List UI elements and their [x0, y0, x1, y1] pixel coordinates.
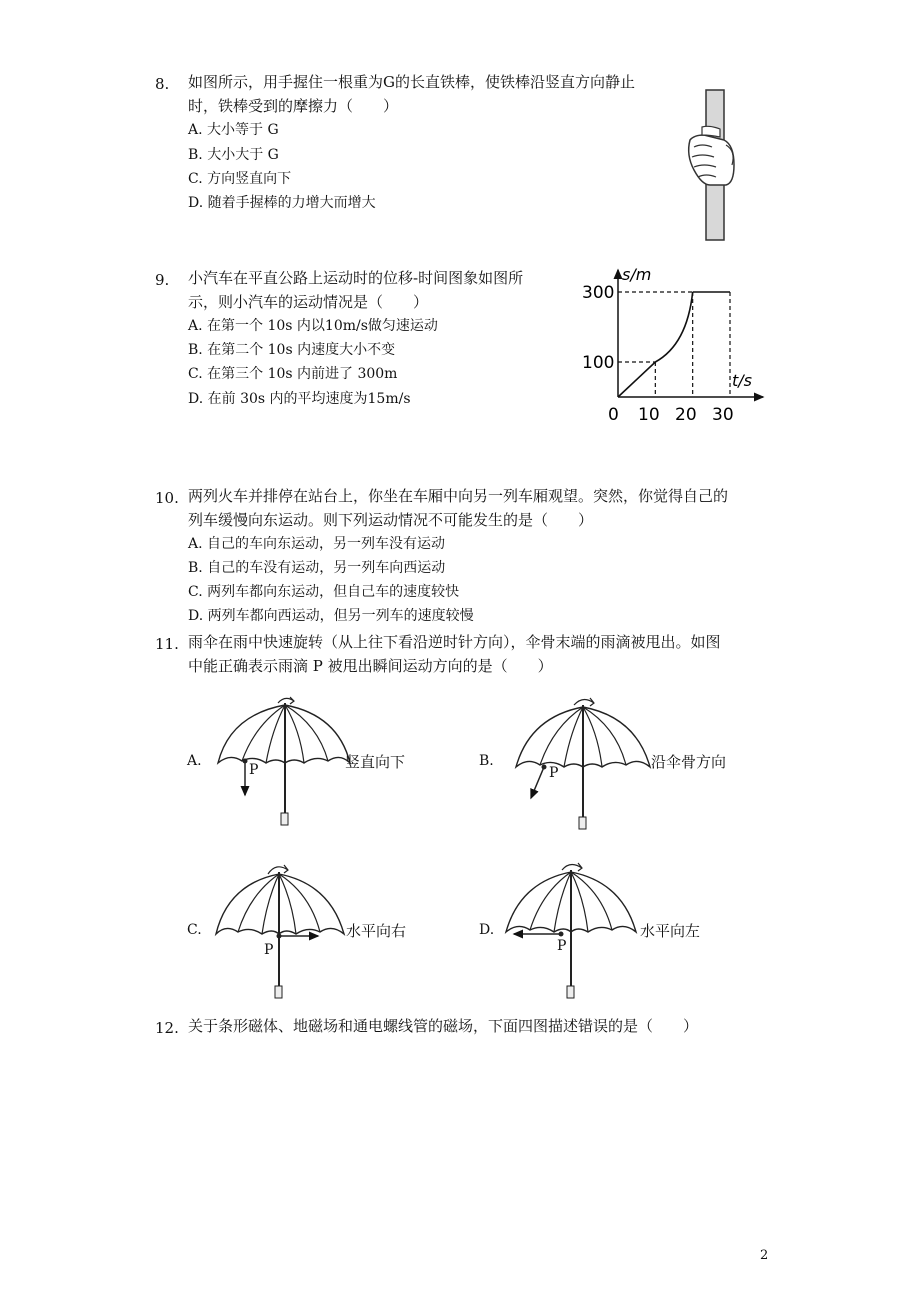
umbrella-a-figure	[210, 695, 360, 830]
q9-option-c: C. 在第三个 10s 内前进了 300m	[188, 366, 398, 382]
q9-number: 9.	[155, 271, 170, 289]
umbrella-d-figure	[500, 860, 645, 1000]
umbrella-c-figure	[210, 862, 350, 1002]
q9-stem-line2: 示，则小汽车的运动情况是（ ）	[188, 293, 429, 311]
umbrella-b-figure	[508, 695, 658, 835]
q11-stem-line2: 中能正确表示雨滴 P 被甩出瞬间运动方向的是（ ）	[188, 657, 553, 675]
y-axis-label: s/m	[622, 265, 652, 284]
umbrella-b-letter: B.	[479, 753, 494, 769]
umbrella-a-point: P	[249, 762, 259, 778]
y-tick-100: 100	[582, 353, 615, 373]
q8-stem-line2: 时，铁棒受到的摩擦力（ ）	[188, 97, 399, 115]
q11-number: 11.	[155, 635, 179, 653]
q9-stem-line1: 小汽车在平直公路上运动时的位移-时间图象如图所	[188, 269, 524, 287]
y-tick-300: 300	[582, 283, 615, 303]
x-tick-10: 10	[638, 405, 660, 425]
umbrella-c-label: 水平向右	[346, 922, 407, 940]
q10-stem-line2: 列车缓慢向东运动。则下列运动情况不可能发生的是（ ）	[188, 511, 594, 529]
page-number: 2	[760, 1248, 769, 1263]
q10-option-a: A. 自己的车向东运动，另一列车没有运动	[188, 536, 446, 552]
umbrella-c-point: P	[264, 942, 274, 958]
q9-option-a: A. 在第一个 10s 内以10m/s做匀速运动	[188, 318, 438, 334]
x-axis-label: t/s	[732, 371, 752, 390]
umbrella-d-letter: D.	[479, 922, 495, 938]
q11-stem-line1: 雨伞在雨中快速旋转（从上往下看沿逆时针方向），伞骨末端的雨滴被甩出。如图	[188, 633, 721, 651]
q8-stem-line1: 如图所示，用手握住一根重为G的长直铁棒，使铁棒沿竖直方向静止	[188, 73, 635, 91]
q12-number: 12.	[155, 1019, 179, 1037]
q9-option-b: B. 在第二个 10s 内速度大小不变	[188, 342, 396, 358]
q10-number: 10.	[155, 489, 179, 507]
q8-option-d: D. 随着手握棒的力增大而增大	[188, 195, 376, 211]
umbrella-c-letter: C.	[187, 922, 202, 938]
umbrella-a-letter: A.	[187, 753, 202, 769]
x-tick-0: 0	[608, 405, 619, 425]
q8-option-a: A. 大小等于 G	[188, 122, 279, 138]
series-segment-2	[655, 292, 692, 362]
q10-stem-line1: 两列火车并排停在站台上，你坐在车厢中向另一列车厢观望。突然，你觉得自己的	[188, 487, 729, 505]
q12-stem-line1: 关于条形磁体、地磁场和通电螺线管的磁场，下面四图描述错误的是（ ）	[188, 1017, 699, 1035]
q10-option-d: D. 两列车都向西运动，但另一列车的速度较慢	[188, 608, 474, 624]
umbrella-d-point: P	[557, 938, 567, 954]
umbrella-d-label: 水平向左	[640, 922, 701, 940]
q10-option-b: B. 自己的车没有运动，另一列车向西运动	[188, 560, 446, 576]
umbrella-b-point: P	[549, 765, 559, 781]
x-tick-20: 20	[675, 405, 697, 425]
series-segment-1	[618, 362, 655, 397]
umbrella-b-label: 沿伞骨方向	[651, 753, 727, 771]
q8-number: 8.	[155, 75, 170, 93]
q10-option-c: C. 两列车都向东运动，但自己车的速度较快	[188, 584, 460, 600]
umbrella-a-label: 竖直向下	[345, 753, 406, 771]
displacement-time-chart	[580, 258, 770, 438]
q8-option-c: C. 方向竖直向下	[188, 171, 292, 187]
hand-rod-figure	[680, 85, 740, 245]
q8-option-b: B. 大小大于 G	[188, 147, 279, 163]
x-tick-30: 30	[712, 405, 734, 425]
q9-option-d: D. 在前 30s 内的平均速度为15m/s	[188, 391, 411, 407]
